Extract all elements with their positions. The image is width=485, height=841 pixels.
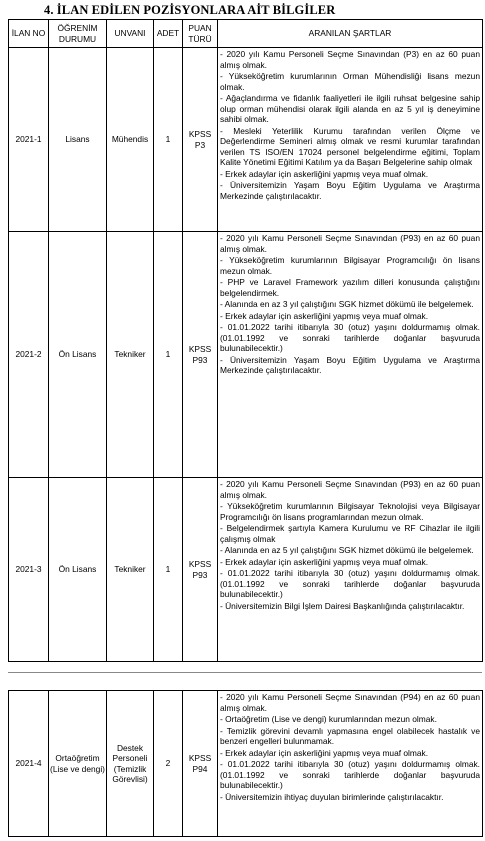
cell-aranilan-sartlar: [218, 232, 483, 478]
header-adet: ADET: [154, 20, 183, 48]
header-ogrenim-durumu: ÖĞRENİM DURUMU: [49, 20, 107, 48]
condition-item: - Temizlik görevini devamlı yapmasına engel olabilecek hastalık ve benzeri engelleri bulunmamak.: [220, 725, 480, 746]
condition-item: - Erkek adaylar için askerliğini yapmış veya muaf olmak.: [220, 310, 429, 321]
condition-item: - Belgelendirmek şartıyla Kamera Kurulumu ve RF Cihazlar ile ilgili çalışmış olmak: [220, 523, 480, 544]
condition-item: - Yükseköğretim kurumlarının Orman Mühendisliği lisans mezun olmak.: [220, 71, 480, 92]
table-row: [9, 232, 483, 478]
cell-ogrenim-durumu: Ön Lisans: [49, 478, 107, 662]
header-puan-turu: PUAN TÜRÜ: [183, 20, 218, 48]
positions-table: [8, 19, 483, 662]
cell-adet: 2: [154, 691, 183, 837]
condition-item: - Erkek adaylar için askerliğini yapmış veya muaf olmak.: [220, 168, 429, 179]
header-unvani: UNVANI: [107, 20, 154, 48]
condition-item: - Mesleki Yeterlilik Kurumu tarafından verilen Ölçme ve Değerlendirme Semineri almış olmak ve resmi kurumlar tarafından verilen TS ISO/EN 17024 personel belgelendirme eğitimi, Toplam Kalite Yönetimi Eğitimi Katılım ya da Başarı Belgelerine sahip olmak: [220, 125, 480, 167]
condition-item: - Üniversitemizin ihtiyaç duyulan birimlerinde çalıştırılacaktır.: [220, 791, 444, 802]
condition-item: - Ortaöğretim (Lise ve dengi) kurumlarından mezun olmak.: [220, 714, 437, 724]
cell-ogrenim-durumu: Ortaöğretim (Lise ve dengi): [49, 691, 107, 837]
condition-item: - 2020 yılı Kamu Personeli Seçme Sınavından (P94) en az 60 puan almış olmak.: [220, 692, 480, 713]
section-title: 4. İLAN EDİLEN POZİSYONLARA AİT BİLGİLER: [44, 3, 336, 17]
condition-item: - Erkek adaylar için askerliğini yapmış veya muaf olmak.: [220, 556, 429, 567]
condition-item: - 2020 yılı Kamu Personeli Seçme Sınavından (P93) en az 60 puan almış olmak.: [220, 479, 480, 500]
cell-aranilan-sartlar: [218, 478, 483, 662]
condition-item: - 01.01.2022 tarihi itibarıyla 30 (otuz) yaşını doldurmamış olmak. (01.01.1992 ve sonraki tarihlerde doğanlar başvuruda bulunabilecektir.): [220, 322, 480, 353]
table-row: [9, 478, 483, 662]
cell-puan-turu: KPSS P93: [183, 478, 218, 662]
condition-item: - Üniversitemizin Bilgi İşlem Dairesi Başkanlığında çalıştırılacaktır.: [220, 600, 465, 611]
condition-item: - Üniversitemizin Yaşam Boyu Eğitim Uygulama ve Araştırma Merkezinde çalıştırılacaktır.: [220, 354, 480, 375]
cell-ilan-no: 2021-3: [9, 478, 49, 662]
condition-item: - Ağaçlandırma ve fidanlık faaliyetleri ile ilgili ruhsat belgesine sahip olup orman mühendisi olarak ilgili alanda en az 5 yıl iş deneyimine sahibi olmak.: [220, 93, 480, 124]
cell-ogrenim-durumu: Lisans: [49, 48, 107, 232]
header-ilan-no: İLAN NO: [9, 20, 49, 48]
cell-puan-turu: KPSS P94: [183, 691, 218, 837]
header-aranilan-sartlar: ARANILAN ŞARTLAR: [218, 20, 483, 48]
condition-item: - Alanında en az 3 yıl çalıştığını SGK hizmet dökümü ile belgelemek.: [220, 299, 474, 309]
cell-aranilan-sartlar: [218, 691, 483, 837]
cell-unvani: Tekniker: [107, 232, 154, 478]
positions-table-continued: [8, 690, 483, 837]
table-row: [9, 48, 483, 232]
cell-ogrenim-durumu: Ön Lisans: [49, 232, 107, 478]
table-header-row: [9, 20, 483, 48]
cell-unvani: Destek Personeli (Temizlik Görevlisi): [107, 691, 154, 837]
cell-unvani: Tekniker: [107, 478, 154, 662]
condition-item: - Erkek adaylar için askerliğini yapmış veya muaf olmak.: [220, 747, 429, 758]
cell-aranilan-sartlar: [218, 48, 483, 232]
cell-ilan-no: 2021-2: [9, 232, 49, 478]
page-separator: [8, 672, 482, 673]
condition-item: - Yükseköğretim kurumlarının Bilgisayar Teknolojisi veya Bilgisayar Programcılığı ön lisans programlarından mezun olmak.: [220, 501, 480, 522]
condition-item: - 01.01.2022 tarihi itibarıyla 30 (otuz) yaşını doldurmamış olmak. (01.01.1992 ve sonraki tarihlerde doğanlar başvuruda bulunabilecektir.): [220, 568, 480, 599]
cell-puan-turu: KPSS P93: [183, 232, 218, 478]
cell-ilan-no: 2021-4: [9, 691, 49, 837]
cell-puan-turu: KPSS P3: [183, 48, 218, 232]
condition-item: - Alanında en az 5 yıl çalıştığını SGK hizmet dökümü ile belgelemek.: [220, 545, 474, 555]
condition-item: - PHP ve Laravel Framework yazılım dilleri konusunda çalıştığını belgelendirmek.: [220, 277, 480, 298]
condition-item: - Üniversitemizin Yaşam Boyu Eğitim Uygulama ve Araştırma Merkezinde çalıştırılacaktır.: [220, 180, 480, 201]
condition-item: - 01.01.2022 tarihi itibarıyla 30 (otuz) yaşını doldurmamış olmak. (01.01.1992 ve sonraki tarihlerde doğanlar başvuruda bulunabilecektir.): [220, 759, 480, 790]
condition-item: - 2020 yılı Kamu Personeli Seçme Sınavından (P93) en az 60 puan almış olmak.: [220, 233, 480, 254]
cell-adet: 1: [154, 48, 183, 232]
cell-unvani: Mühendis: [107, 48, 154, 232]
table-row: [9, 691, 483, 837]
cell-adet: 1: [154, 232, 183, 478]
cell-ilan-no: 2021-1: [9, 48, 49, 232]
condition-item: - 2020 yılı Kamu Personeli Seçme Sınavından (P3) en az 60 puan almış olmak.: [220, 49, 480, 70]
cell-adet: 1: [154, 478, 183, 662]
condition-item: - Yükseköğretim kurumlarının Bilgisayar Programcılığı ön lisans mezun olmak.: [220, 255, 480, 276]
